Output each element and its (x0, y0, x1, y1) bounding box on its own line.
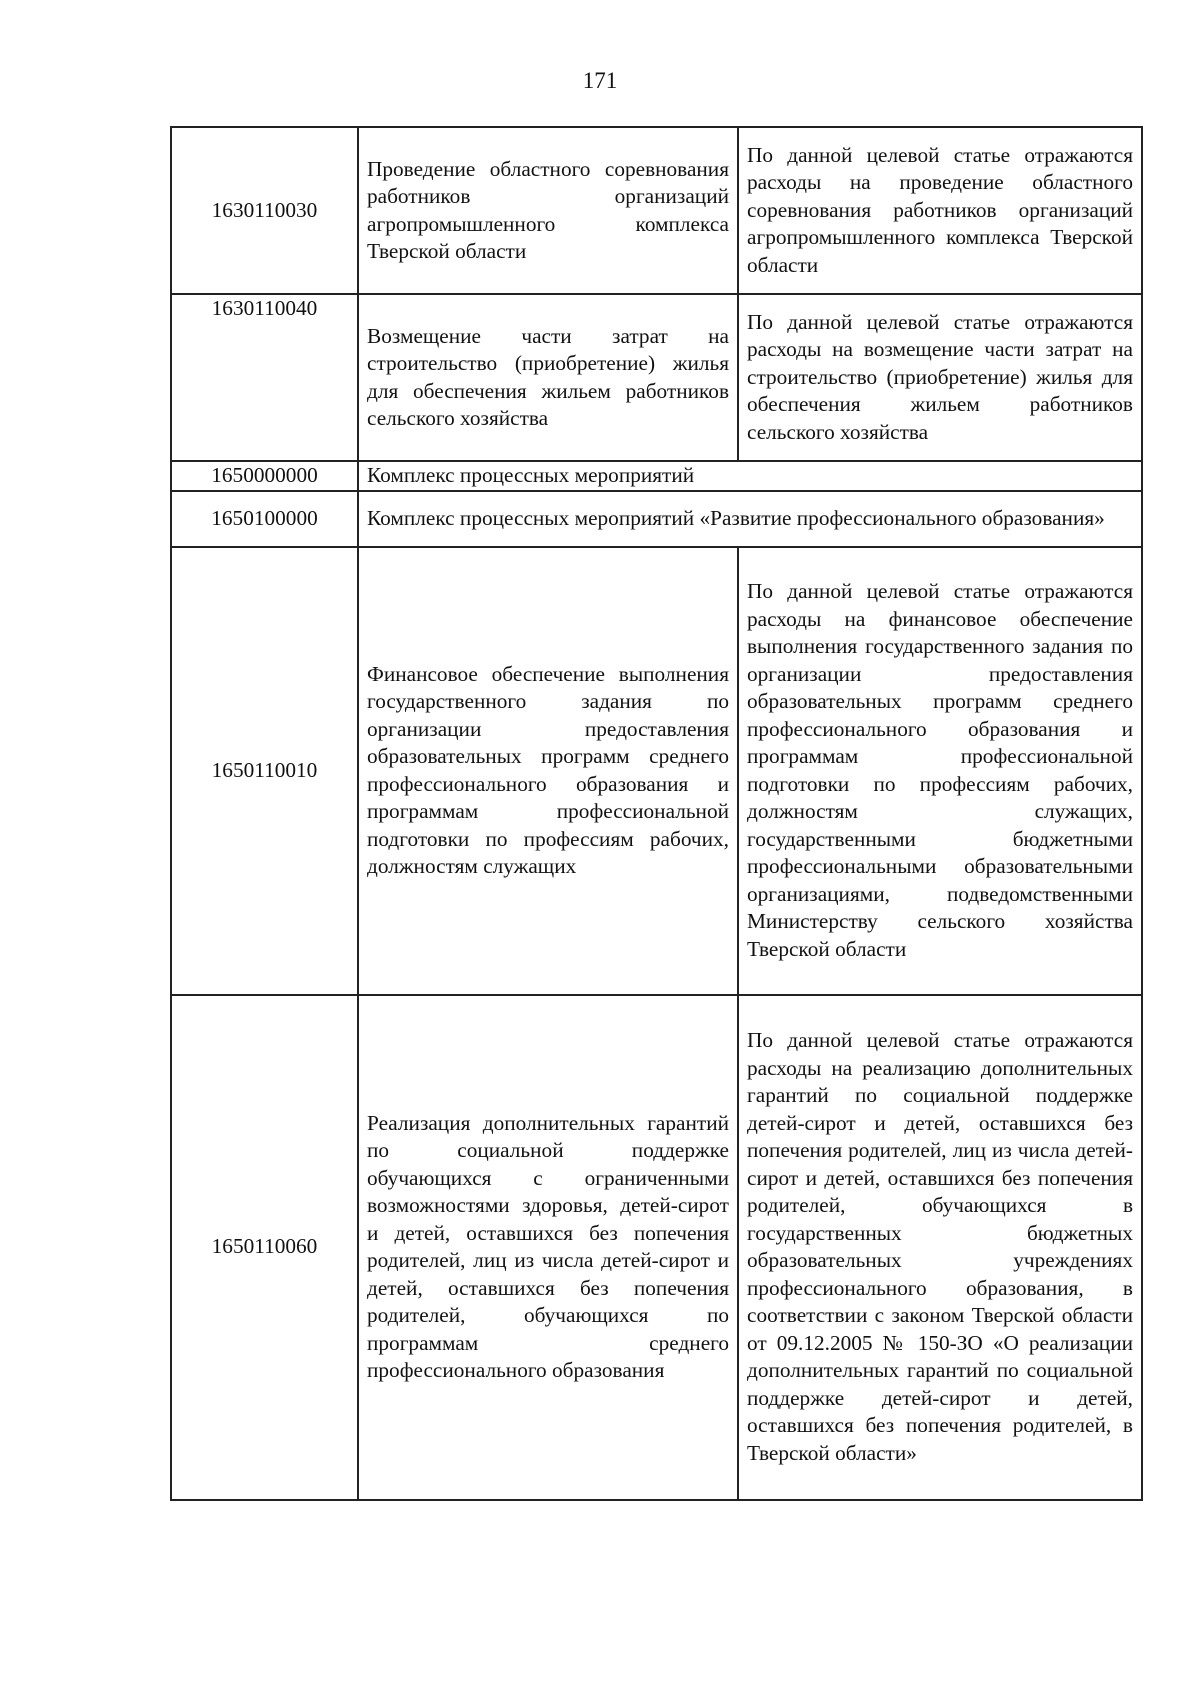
target-description-cell: По данной целевой статье отражаются расходы на финансовое обеспечение выполнения государственного задания по организации предоставления образовательных программ среднего профессионального образования и программам профессиональной подготовки по профессиям рабочих, должностям служащих, государственными бюджетными профессиональными образовательными организациями, подведомственными Министерству сельского хозяйства Тверской области (738, 547, 1142, 995)
target-description-cell: По данной целевой статье отражаются расходы на проведение областного соревнования работников организаций агропромышленного комплекса Тверской области (738, 127, 1142, 294)
table-row (171, 294, 1142, 461)
target-code-cell: 1650110060 (171, 995, 358, 1500)
budget-classification-table (170, 126, 1143, 1501)
target-name-cell: Финансовое обеспечение выполнения государственного задания по организации предоставления образовательных программ среднего профессионального образования и программам профессиональной подготовки по профессиям рабочих, должностям служащих (358, 547, 738, 995)
page-number: 171 (582, 68, 618, 93)
target-code-cell: 1630110030 (171, 127, 358, 294)
target-name-cell: Комплекс процессных мероприятий (358, 461, 1142, 491)
table-row (171, 491, 1142, 547)
target-code-cell: 1630110040 (171, 294, 358, 461)
target-code-cell: 1650110010 (171, 547, 358, 995)
target-code-cell: 1650100000 (171, 491, 358, 547)
target-description-cell: По данной целевой статье отражаются расходы на реализацию дополнительных гарантий по социальной поддержке детей-сирот и детей, оставшихся без попечения родителей, лиц из числа детей-сирот и детей, оставшихся без попечения родителей, обучающихся в государственных бюджетных образовательных учреждениях профессионального образования, в соответствии с законом Тверской области от 09.12.2005 № 150-ЗО «О реализации дополнительных гарантий по социальной поддержке детей-сирот и детей, оставшихся без попечения родителей, в Тверской области» (738, 995, 1142, 1500)
table-row (171, 461, 1142, 491)
target-name-cell: Комплекс процессных мероприятий «Развитие профессионального образования» (358, 491, 1142, 547)
target-name-cell: Реализация дополнительных гарантий по социальной поддержке обучающихся с ограниченными возможностями здоровья, детей-сирот и детей, оставшихся без попечения родителей, лиц из числа детей-сирот и детей, оставшихся без попечения родителей, обучающихся по программам среднего профессионального образования (358, 995, 738, 1500)
target-name-cell: Проведение областного соревнования работников организаций агропромышленного комплекса Тверской области (358, 127, 738, 294)
target-name-cell: Возмещение части затрат на строительство (приобретение) жилья для обеспечения жильем работников сельского хозяйства (358, 294, 738, 461)
target-code-cell: 1650000000 (171, 461, 358, 491)
table-row (171, 127, 1142, 294)
table-row (171, 547, 1142, 995)
table-row (171, 995, 1142, 1500)
target-description-cell: По данной целевой статье отражаются расходы на возмещение части затрат на строительство (приобретение) жилья для обеспечения жильем работников сельского хозяйства (738, 294, 1142, 461)
